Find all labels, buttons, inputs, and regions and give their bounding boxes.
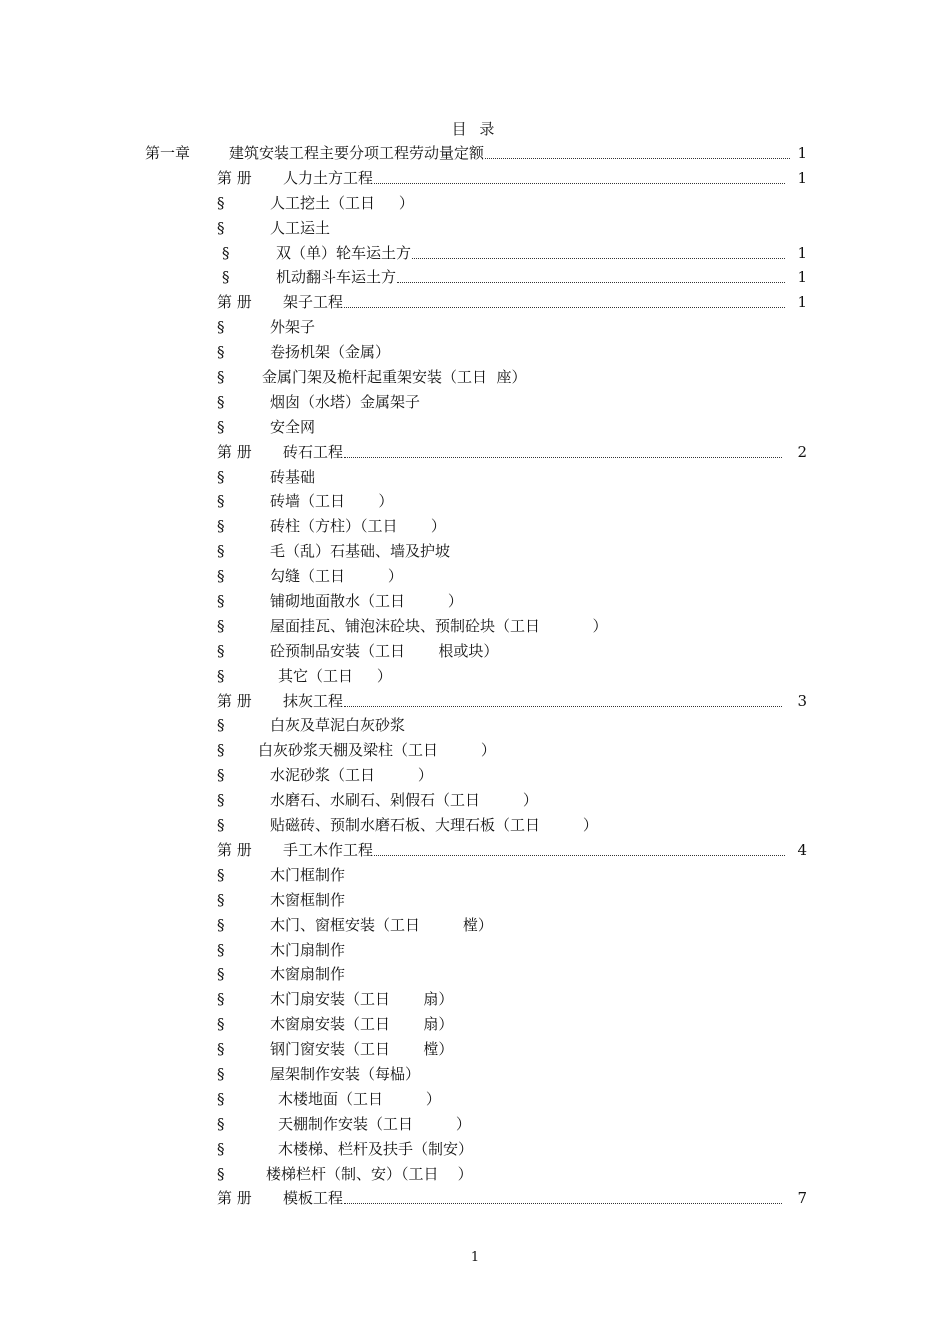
toc-leader-dots (412, 258, 785, 259)
toc-entry (0, 1139, 950, 1164)
toc-entry-label: § (217, 193, 225, 212)
toc-entry-label: § (217, 865, 225, 884)
toc-entry (0, 641, 950, 666)
toc-entry-label: § (217, 616, 225, 635)
toc-entry-page: 1 (797, 144, 807, 162)
toc-entry (0, 491, 950, 516)
toc-entry (0, 765, 950, 790)
toc-entry-text: 屋架制作安装（每榀） (270, 1064, 421, 1083)
toc-entry-text: 机动翻斗车运土方 (276, 268, 397, 287)
toc-entry (0, 367, 950, 392)
toc-entry-label: § (217, 940, 225, 959)
toc-entry-label: § (217, 1015, 225, 1034)
toc-entry-label: § (217, 392, 225, 411)
toc-entry-page: 2 (797, 442, 807, 461)
toc-entry-text: 木门框制作 (270, 865, 346, 884)
toc-entry-text: 砖柱（方柱）（工日 ） (270, 517, 446, 536)
toc-entry-text: 砼预制品安装（工日 根或块） (270, 641, 499, 660)
toc-entry-label: § (217, 567, 225, 586)
toc-entry-text: 双（单）轮车运土方 (276, 243, 412, 262)
toc-entry-label: § (222, 268, 230, 287)
toc-entry-text: 木窗扇安装（工日 扇） (270, 1015, 454, 1034)
toc-entry-label: § (217, 1114, 225, 1133)
toc-entry-label: 第 册 (217, 840, 252, 859)
toc-entry-label: § (217, 641, 225, 660)
toc-entry (0, 1164, 950, 1189)
toc-entry-page: 1 (797, 243, 807, 262)
toc-entry (0, 1114, 950, 1139)
toc-entry-label: 第 册 (217, 293, 252, 312)
toc-entry-text: 天棚制作安装（工日 ） (278, 1114, 471, 1133)
toc-entry (0, 566, 950, 591)
toc-entry (0, 940, 950, 965)
toc-entry-text: 抹灰工程 (283, 691, 344, 710)
toc-entry-text: 砖墙（工日 ） (270, 492, 394, 511)
toc-entry-text: 安全网 (270, 417, 316, 436)
toc-entry-label: § (217, 990, 225, 1009)
toc-entry-label: § (217, 915, 225, 934)
toc-entry-label: 第 册 (217, 691, 252, 710)
toc-entry (0, 442, 950, 467)
toc-entry-text: 白灰砂浆天棚及梁柱（工日 ） (258, 741, 496, 760)
toc-entry-text: 钢门窗安装（工日 樘） (270, 1040, 454, 1059)
toc-entry-label: 第 册 (217, 1189, 252, 1208)
toc-entry-text: 人力土方工程 (283, 168, 374, 187)
toc-entry-text: 木门扇制作 (270, 940, 346, 959)
toc-entry-label: 第 册 (217, 442, 252, 461)
toc-entry-label: § (217, 1064, 225, 1083)
toc-leader-dots (344, 706, 782, 707)
toc-entry-text: 铺砌地面散水（工日 ） (270, 592, 463, 611)
toc-entry-label: § (222, 243, 230, 262)
toc-leader-dots (374, 183, 785, 184)
toc-entry-label: § (217, 716, 225, 735)
toc-entry (0, 740, 950, 765)
toc-entry-page: 1 (797, 268, 807, 287)
toc-entry-label: § (217, 741, 225, 760)
toc-entry (0, 691, 950, 716)
toc-entry-label: § (217, 492, 225, 511)
toc-entry-label: § (217, 1040, 225, 1059)
toc-entry-label: § (217, 368, 225, 387)
toc-entry-label: § (217, 542, 225, 561)
toc-entry-label: § (217, 791, 225, 810)
toc-entry-text: 砖石工程 (283, 442, 344, 461)
toc-entry-text: 木楼地面（工日 ） (278, 1089, 441, 1108)
toc-entry (0, 915, 950, 940)
toc-entry-text: 木门扇安装（工日 扇） (270, 990, 454, 1009)
toc-entry-label: § (217, 666, 225, 685)
toc-leader-dots (485, 158, 790, 159)
toc-entry (0, 292, 950, 317)
toc-entry (0, 317, 950, 342)
toc-entry-text: 架子工程 (283, 293, 344, 312)
toc-leader-dots (397, 282, 785, 283)
toc-entry-text: 白灰及草泥白灰砂浆 (270, 716, 406, 735)
toc-entry-label: § (217, 1164, 225, 1183)
toc-entry (0, 890, 950, 915)
toc-leader-dots (374, 855, 785, 856)
toc-entry-label: § (217, 890, 225, 909)
toc-entry-text: 模板工程 (283, 1189, 344, 1208)
toc-entry-label: § (217, 1139, 225, 1158)
toc-entry-label: § (217, 318, 225, 337)
toc-entry (0, 168, 950, 193)
toc-entry (0, 964, 950, 989)
toc-entry-label: § (217, 343, 225, 362)
toc-entry (0, 790, 950, 815)
toc-entry-page: 1 (797, 168, 807, 187)
toc-entry (0, 1089, 950, 1114)
toc-entry-text: 屋面挂瓦、铺泡沫砼块、预制砼块（工日 ） (270, 616, 608, 635)
toc-entry (0, 467, 950, 492)
toc-entry-page: 1 (797, 293, 807, 312)
toc-entry (0, 1188, 950, 1213)
toc-entry-text: 木门、窗框安装（工日 樘） (270, 915, 493, 934)
toc-entry-label: § (217, 517, 225, 536)
toc-entry (0, 1039, 950, 1064)
toc-entry (0, 1064, 950, 1089)
toc-entry (0, 1014, 950, 1039)
toc-entry-label: § (217, 592, 225, 611)
toc-entry-text: 水泥砂浆（工日 ） (270, 766, 433, 785)
toc-entry-text: 水磨石、水刷石、剁假石（工日 ） (270, 791, 538, 810)
toc-entry-text: 外架子 (270, 318, 316, 337)
toc-entry (0, 591, 950, 616)
toc-entry (0, 616, 950, 641)
toc-entry-label: § (217, 467, 225, 486)
toc-entry-text: 人工挖土（工日 ） (270, 193, 414, 212)
toc-entry-label: § (217, 218, 225, 237)
toc-entry-page: 3 (797, 691, 807, 710)
toc-title: 目 录 (451, 120, 499, 138)
toc-entry-text: 建筑安装工程主要分项工程劳动量定额 (229, 144, 485, 162)
toc-entry (0, 840, 950, 865)
toc-entry (0, 218, 950, 243)
toc-entry (0, 865, 950, 890)
toc-entry-label: § (217, 1089, 225, 1108)
toc-entry (0, 417, 950, 442)
toc-entry-label: 第 册 (217, 168, 252, 187)
toc-list (0, 143, 950, 1213)
toc-entry-text: 手工木作工程 (283, 840, 374, 859)
toc-entry-page: 4 (797, 840, 807, 859)
toc-leader-dots (344, 307, 785, 308)
toc-entry-text: 金属门架及桅杆起重架安装（工日 座） (262, 368, 527, 387)
toc-entry-text: 木楼梯、栏杆及扶手（制安） (278, 1139, 474, 1158)
toc-entry-page: 7 (797, 1189, 807, 1208)
toc-entry-text: 木窗扇制作 (270, 965, 346, 984)
toc-leader-dots (344, 1203, 782, 1204)
toc-entry (0, 193, 950, 218)
toc-entry-label: 第一章 (145, 144, 191, 162)
toc-entry-text: 砖基础 (270, 467, 316, 486)
toc-entry-text: 勾缝（工日 ） (270, 567, 403, 586)
toc-entry (0, 989, 950, 1014)
toc-entry-label: § (217, 766, 225, 785)
toc-entry-text: 贴磁砖、预制水磨石板、大理石板（工日 ） (270, 816, 598, 835)
toc-entry-text: 毛（乱）石基础、墙及护坡 (270, 542, 451, 561)
page-number: 1 (470, 1250, 480, 1265)
toc-entry (0, 541, 950, 566)
toc-entry (0, 143, 950, 168)
toc-entry-label: § (217, 965, 225, 984)
toc-entry (0, 267, 950, 292)
toc-entry-text: 人工运土 (270, 218, 331, 237)
toc-entry (0, 342, 950, 367)
toc-entry-text: 烟囱（水塔）金属架子 (270, 392, 421, 411)
toc-entry-text: 其它（工日 ） (278, 666, 392, 685)
toc-entry (0, 392, 950, 417)
toc-entry-label: § (217, 816, 225, 835)
toc-entry-label: § (217, 417, 225, 436)
toc-entry (0, 243, 950, 268)
toc-entry-text: 楼梯栏杆（制、安）（工日 ） (266, 1164, 473, 1183)
toc-entry (0, 815, 950, 840)
toc-entry-text: 木窗框制作 (270, 890, 346, 909)
toc-entry (0, 666, 950, 691)
toc-entry-text: 卷扬机架（金属） (270, 343, 391, 362)
toc-leader-dots (344, 457, 782, 458)
toc-entry (0, 715, 950, 740)
toc-entry (0, 516, 950, 541)
